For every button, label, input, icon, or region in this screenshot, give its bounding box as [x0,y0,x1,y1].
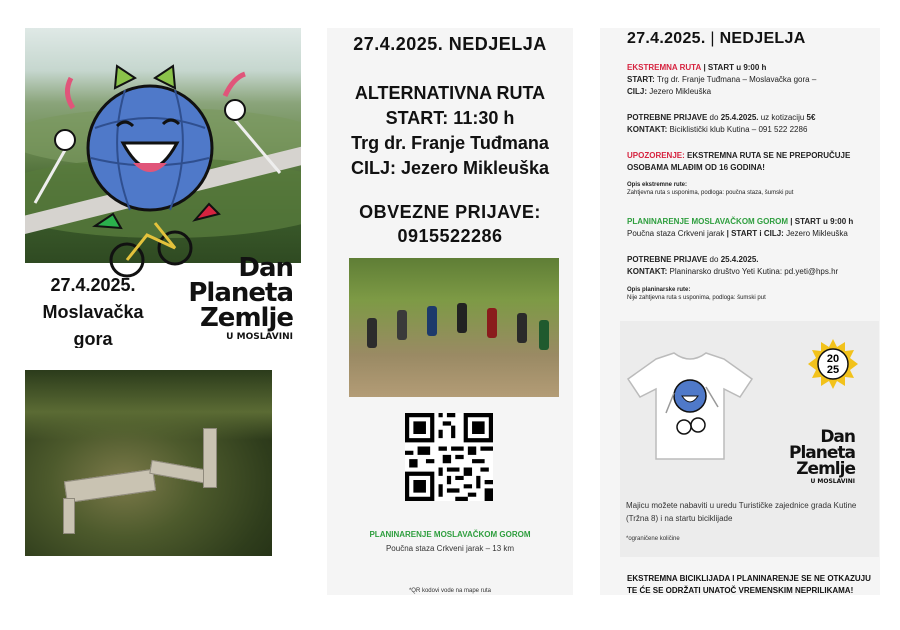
poster-location-line2: gora [73,329,113,348]
contact2-label: KONTAKT: [627,267,668,276]
warning-block [627,150,877,174]
reg2-date: 25.4.2025. [720,255,759,264]
castle-ruins-photo [25,370,272,556]
mid-hike-subtitle: Poučna staza Crkveni jarak – 13 km [385,544,515,553]
reg1-date: 25.4.2025. [720,113,759,122]
reg1-mid: do [709,113,719,122]
contact1-label: KONTAKT: [627,125,668,134]
extreme-description [627,181,877,197]
hike-desc-title: Opis planinarske rute: [627,287,691,293]
tlogo-line1: Dan [820,427,855,447]
reg1-fee: 5€ [806,113,816,122]
event-info-panel [600,28,880,595]
dan-planeta-zemlje-logo [188,253,293,343]
extreme-desc-text: Zahtjevna ruta s usponima, podloga: poučna staza, šumski put [627,190,794,196]
poster-date: 27.4.2025. [50,275,136,295]
warning-text: EKSTREMNA RUTA SE NE PREPORUČUJE OSOBAMA MLAĐIM OD 16 GODINA! [627,151,851,172]
reg1-after: uz kotizaciju [760,113,805,122]
tshirt-promo [620,321,879,557]
extreme-route-start: | START u 9:00 h [703,63,767,72]
route-title: ALTERNATIVNA RUTA [354,83,546,103]
mid-hike-title: PLANINARENJE MOSLAVAČKOM GOROM [369,530,531,539]
hike-registration-block [627,254,877,278]
poster-location-line1: Moslavačka [42,302,144,322]
badge-bottom: 25 [826,364,840,376]
event-poster [25,28,301,348]
hike-sc-label: | START i CILJ: [726,229,784,238]
mid-date: 27.4.2025. NEDJELJA [353,34,547,54]
tshirt-note: *ograničene količine [626,536,680,542]
badge-top: 20 [826,353,840,365]
alternative-route-panel [327,28,573,595]
hike-description [627,286,877,302]
hike-title: PLANINARENJE MOSLAVAČKOM GOROM [627,217,789,226]
start-label: START: [627,75,655,84]
start-value: Trg dr. Franje Tuđmana – Moslavačka gora – [656,75,817,84]
hike-start: | START u 9:00 h [790,217,854,226]
tlogo-sub: U MOSLAVINI [810,478,855,485]
qr-note: *QR kodovi vode na mape ruta [408,588,492,594]
route-start: START: 11:30 h [385,108,515,128]
year-badge-sun-icon [808,339,858,389]
footer-notice: EKSTREMNA BICIKLIJADA I PLANINARENJE SE NE OTKAZUJU TE ĆE SE ODRŽATI UNATOČ VREMENSKIM NEPRILIKAMA! [627,574,871,595]
route-finish: CILJ: Jezero Mikleuška [350,158,550,178]
route-start-place: Trg dr. Franje Tuđmana [351,133,549,153]
contact2-value: Planinarsko društvo Yeti Kutina: pd.yeti@hps.hr [669,267,839,276]
right-date: 27.4.2025. | NEDJELJA [627,30,806,47]
hike-path: Poučna staza Crkveni jarak [627,229,725,238]
reg1-label: POTREBNE PRIJAVE [627,113,708,122]
extreme-desc-title: Opis ekstremne rute: [627,182,688,188]
extreme-route-block [627,62,877,98]
right-day: NEDJELJA [719,30,806,47]
extreme-registration-block [627,112,877,136]
finish-label: CILJ: [627,87,647,96]
logo-line1: Dan [238,253,293,283]
logo-line2: Planeta [188,278,293,308]
right-date-value: 27.4.2025. [627,30,706,47]
hike-block [627,216,877,240]
tlogo-line2: Planeta [789,443,855,463]
reg2-label: POTREBNE PRIJAVE [627,255,708,264]
tlogo-line3: Zemlje [796,459,855,479]
warning-label: UPOZORENJE: [627,151,685,160]
registration-phone: 0915522286 [397,226,503,246]
cyclists-photo [349,258,559,397]
reg2-mid: do [709,255,719,264]
logo-sub: U MOSLAVINI [226,332,293,342]
registration-label: OBVEZNE PRIJAVE: [359,202,541,222]
route-details [327,81,573,181]
logo-line3: Zemlje [199,303,293,333]
registration-block [327,200,573,248]
contact1-value: Biciklistički klub Kutina – 091 522 2286 [669,125,808,134]
tshirt-image [626,351,754,461]
extreme-route-title: EKSTREMNA RUTA [627,63,702,72]
globe-mascot-illustration [25,48,301,278]
tshirt-text: Majicu možete nabaviti u uredu Turističke zajednice grada Kutine (Tržna 8) i na startu biciklijade [626,501,857,523]
qr-code[interactable] [405,413,493,501]
tshirt-logo [789,429,855,487]
hike-desc-text: Nije zahtjevna ruta s usponima, podloga: šumski put [627,295,766,301]
hike-sc-value: Jezero Mikleuška [786,229,848,238]
finish-value: Jezero Mikleuška [649,87,712,96]
poster-date-location [29,272,157,348]
